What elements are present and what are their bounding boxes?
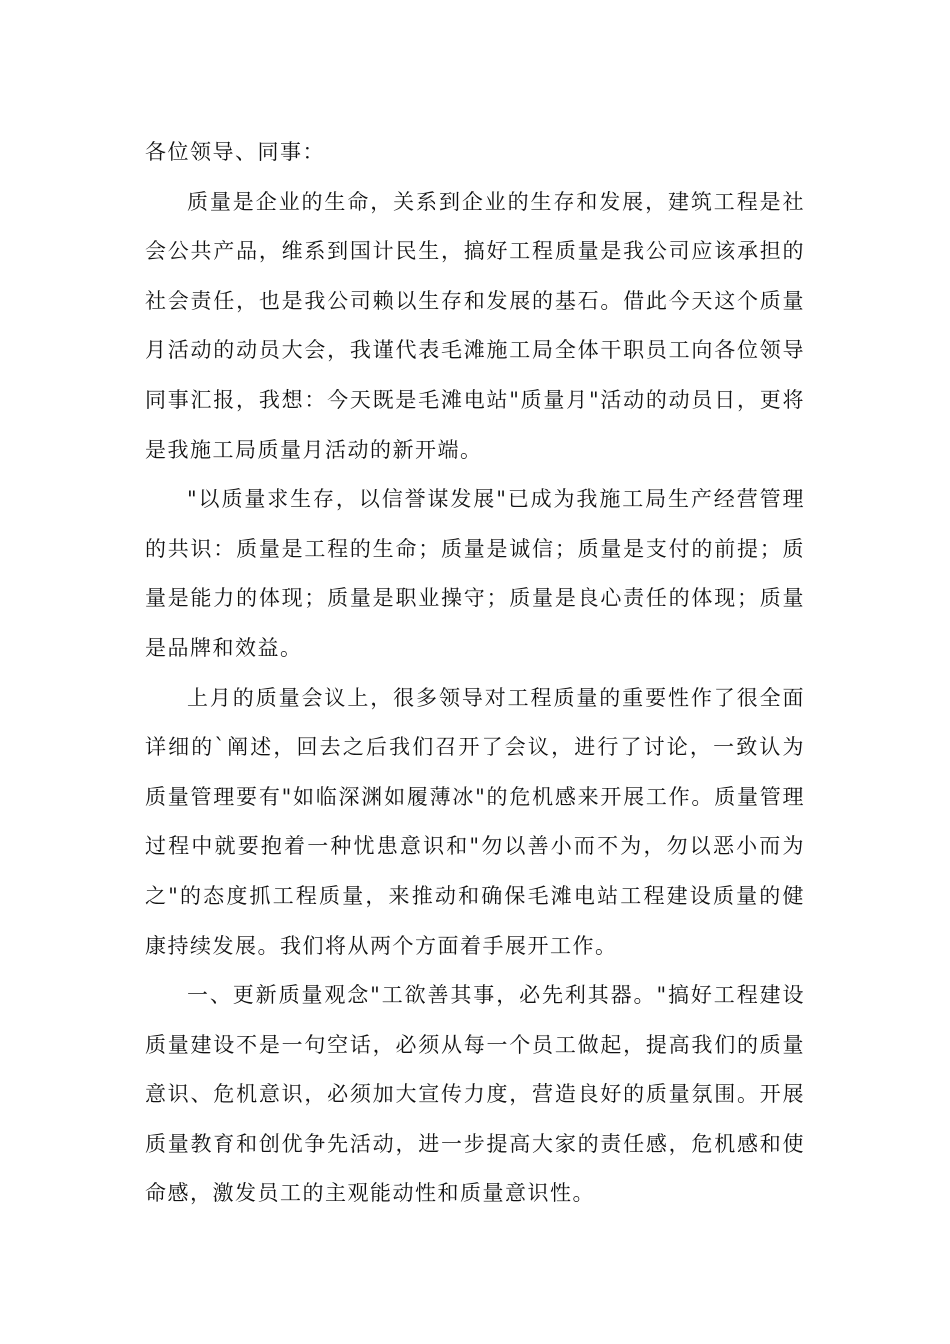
paragraph-last-month-meeting: 上月的质量会议上，很多领导对工程质量的重要性作了很全面详细的`阐述，回去之后我们召开了会议，进行了讨论，一致认为质量管理要有"如临深渊如履薄冰"的危机感来开展工作。质量管理过程中就要抱着一种忧患意识和"勿以善小而不为，勿以恶小而为之"的态度抓工程质量，来推动和确保毛滩电站工程建设质量的健康持续发展。我们将从两个方面着手展开工作。 [145, 685, 805, 958]
paragraph-consensus: "以质量求生存，以信誉谋发展"已成为我施工局生产经营管理的共识：质量是工程的生命；质量是诚信；质量是支付的前提；质量是能力的体现；质量是职业操守；质量是良心责任的体现；质量是品牌和效益。 [145, 487, 805, 660]
paragraph-quality-is-life: 质量是企业的生命，关系到企业的生存和发展，建筑工程是社会公共产品，维系到国计民生，搞好工程质量是我公司应该承担的社会责任，也是我公司赖以生存和发展的基石。借此今天这个质量月活动的动员大会，我谨代表毛滩施工局全体干职员工向各位领导同事汇报，我想：今天既是毛滩电站"质量月"活动的动员日，更将是我施工局质量月活动的新开端。 [145, 189, 805, 462]
paragraph-update-quality-concept: 一、更新质量观念"工欲善其事，必先利其器。"搞好工程建设质量建设不是一句空话，必须从每一个员工做起，提高我们的质量意识、危机意识，必须加大宣传力度，营造良好的质量氛围。开展质量教育和创优争先活动，进一步提高大家的责任感，危机感和使命感，激发员工的主观能动性和质量意识性。 [145, 983, 805, 1206]
document-page [145, 128, 805, 1219]
salutation: 各位领导、同事： [145, 140, 325, 164]
